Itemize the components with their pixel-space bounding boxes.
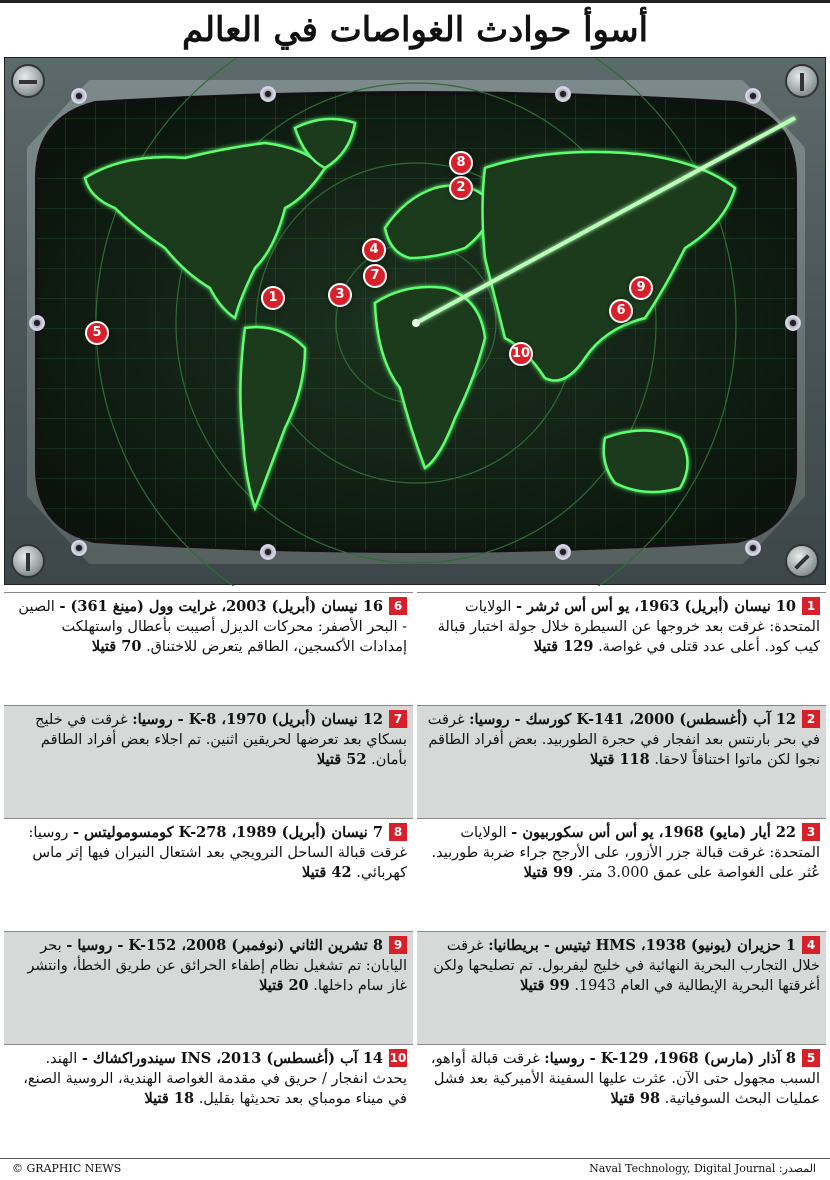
incident-body: غرقت في خليج بسكاي بعد تعرضها لحريقين اثنين. تم اجلاء بعض أفراد الطاقم بأمان. — [35, 712, 407, 768]
incident-number: 4 — [802, 936, 820, 954]
bezel-bolt-icon — [29, 315, 45, 331]
bezel-bolt-icon — [555, 86, 571, 102]
map-marker[interactable]: 9 — [629, 276, 653, 300]
incident-card — [4, 705, 413, 818]
incident-heading: 22 أيار (مايو) 1968، يو أس أس سكوربيون - — [511, 824, 796, 841]
incident-number: 1 — [802, 597, 820, 615]
incident-deaths: 70 قتيلا — [91, 638, 142, 655]
corner-screw-icon — [785, 64, 819, 98]
map-marker[interactable]: 4 — [362, 238, 386, 262]
bezel-bolt-icon — [71, 540, 87, 556]
map-marker[interactable]: 10 — [509, 342, 533, 366]
incident-card — [4, 1044, 413, 1157]
incident-deaths: 42 قتيلا — [302, 864, 352, 881]
map-marker[interactable]: 2 — [449, 176, 473, 200]
incident-number: 10 — [389, 1051, 407, 1065]
map-marker[interactable]: 8 — [449, 151, 473, 175]
incident-number: 9 — [389, 936, 407, 954]
incident-heading: 10 نيسان (أبريل) 1963، يو أس أس ثرشر - — [515, 598, 796, 615]
bezel-bolt-icon — [555, 544, 571, 560]
footer-credit: © GRAPHIC NEWS — [12, 1162, 122, 1175]
incident-number: 8 — [389, 823, 407, 841]
bezel-bolt-icon — [260, 544, 276, 560]
map-marker[interactable]: 1 — [261, 286, 285, 310]
corner-screw-icon — [11, 544, 45, 578]
incident-deaths: 20 قتيلا — [259, 977, 309, 994]
incident-card — [4, 931, 413, 1044]
incident-heading: 1 حزيران (يونيو) 1938، HMS ثيتيس - بريطانيا: — [488, 937, 796, 954]
incident-number: 3 — [802, 823, 820, 841]
incident-card — [417, 931, 826, 1044]
incident-body: الهند. يحدث انفجار / حريق في مقدمة الغواصة الهندية، الروسية الصنع، في ميناء مومباي بعد تحديثها بقليل. — [23, 1051, 407, 1107]
incident-card — [417, 592, 826, 705]
incident-heading: 16 نيسان (أبريل) 2003، غرايت وول (مينغ 361) - — [59, 598, 383, 615]
incident-heading: 12 آب (أغسطس) 2000، K-141 كورسك - روسيا: — [469, 711, 796, 728]
corner-screw-icon — [11, 64, 45, 98]
map-marker[interactable]: 3 — [328, 283, 352, 307]
incident-card — [417, 705, 826, 818]
incident-number: 6 — [389, 597, 407, 615]
incident-body: غرقت في بحر بارنتس بعد انفجار في حجرة الطوربيد. بعض أفراد الطاقم نجوا لكن ماتوا اختناقاً لاحقا. — [427, 712, 820, 768]
map-marker[interactable]: 7 — [363, 264, 387, 288]
bezel-bolt-icon — [745, 88, 761, 104]
incident-body: غرقت خلال التجارب البحرية النهائية في خليج ليفربول. تم تصليحها ولكن أغرقتها البحرية الإيطالية في العام 1943. — [433, 938, 820, 994]
incident-deaths: 98 قتيلا — [610, 1090, 661, 1107]
incident-deaths: 129 قتيلا — [533, 638, 594, 655]
radar-monitor — [4, 57, 826, 585]
incident-card — [4, 818, 413, 931]
incident-body: الولايات المتحدة: غرقت قبالة جزر الأزور، على الأرجح جراء ضربة طوربيد. عُثر على الغواصة على عمق 3.000 متر. — [431, 825, 820, 881]
bezel-bolt-icon — [260, 86, 276, 102]
incident-deaths: 99 قتيلا — [520, 977, 570, 994]
bezel-bolt-icon — [785, 315, 801, 331]
incident-card — [417, 818, 826, 931]
incident-body: غرقت قبالة أواهو، السبب مجهول حتى الآن. عثرت عليها السفينة الأميركية بعد فشل عمليات البحث السوفياتية. — [430, 1051, 820, 1107]
incident-list — [4, 592, 826, 1157]
incident-body: بحر اليابان: تم تشغيل نظام إطفاء الحرائق عن طريق الخطأ، وانتشر غاز سام داخلها. — [27, 938, 407, 994]
incident-body: روسيا: غرقت قبالة الساحل النرويجي بعد اشتعال النيران فيها إثر ماس كهربائي. — [28, 825, 407, 881]
incident-card — [417, 1044, 826, 1157]
incident-deaths: 99 قتيلا — [523, 864, 574, 881]
incident-number: 2 — [802, 710, 820, 728]
incident-number: 5 — [802, 1049, 820, 1067]
bezel-bolt-icon — [71, 88, 87, 104]
incident-heading: 12 نيسان (أبريل) 1970، K-8 - روسيا: — [132, 711, 383, 728]
map-marker[interactable]: 5 — [85, 321, 109, 345]
incident-card — [4, 592, 413, 705]
map-marker[interactable]: 6 — [609, 299, 633, 323]
incident-heading: 8 آذار (مارس) 1968، K-129 - روسيا: — [544, 1050, 796, 1067]
incident-body: الصين - البحر الأصفر: محركات الديزل أصيبت بأعطال واستهلكت إمدادات الأكسجين، الطاقم يتعرض للاختناق. — [18, 599, 407, 655]
incident-number: 7 — [389, 710, 407, 728]
incident-body: الولايات المتحدة: غرقت بعد خروجها عن السيطرة خلال جولة اختبار قبالة كيب كود. أعلى عدد قتلى في غواصة. — [437, 599, 820, 655]
incident-deaths: 18 قتيلا — [144, 1090, 195, 1107]
footer-source: المصدر: Naval Technology, Digital Journal — [589, 1162, 816, 1175]
incident-heading: 8 تشرين الثاني (نوفمبر) 2008، K-152 - روسيا - — [66, 937, 383, 954]
incident-deaths: 118 قتيلا — [590, 751, 650, 768]
incident-heading: 7 نيسان (أبريل) 1989، K-278 كومسوموليتس - — [72, 824, 383, 841]
incident-deaths: 52 قتيلا — [316, 751, 367, 768]
corner-screw-icon — [785, 544, 819, 578]
radar-screen — [5, 58, 827, 586]
page-title: أسوأ حوادث الغواصات في العالم — [0, 0, 830, 55]
footer — [0, 1158, 830, 1180]
incident-heading: 14 آب (أغسطس) 2013، INS سيندوراكشاك - — [81, 1050, 383, 1067]
bezel-bolt-icon — [745, 540, 761, 556]
